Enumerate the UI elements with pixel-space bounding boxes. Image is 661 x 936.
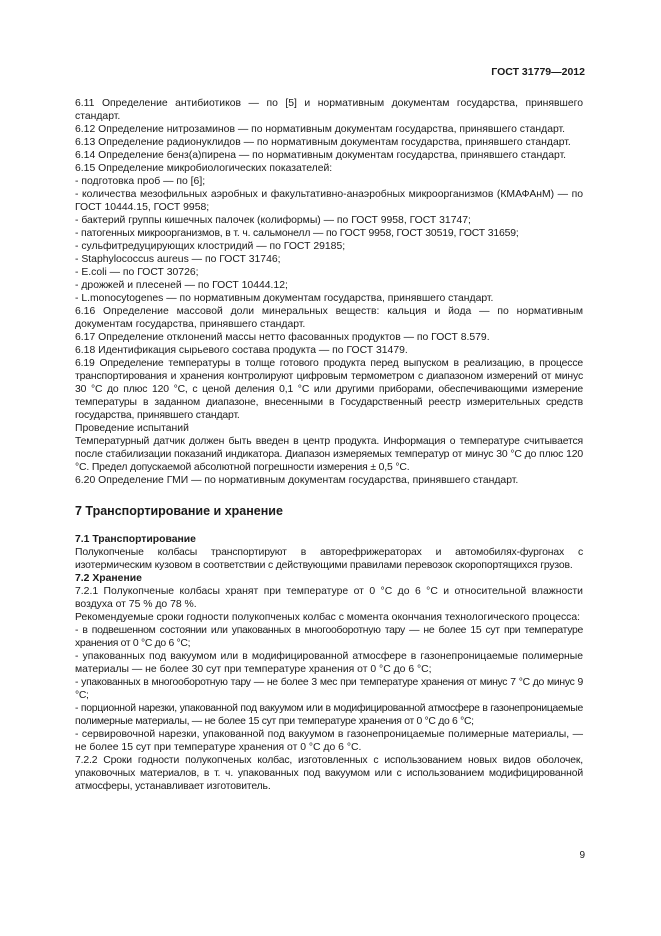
paragraph-6-15: 6.15 Определение микробиологических показателей: [75, 163, 333, 174]
subsection-7-2-title: 7.2 Хранение [75, 573, 142, 584]
paragraph-6-13: 6.13 Определение радионуклидов — по нормативным документам государства, принявшего стандарт. [75, 137, 571, 148]
subsection-7-1-title: 7.1 Транспортирование [75, 534, 196, 545]
list-item: - упакованных под вакуумом или в модифицированной атмосфере в газонепроницаемые полимерные материалы — не более 30 сут при температуре хранения от 0 °С до 6 °С; [75, 651, 583, 675]
list-item: - упакованных в многооборотную тару — не более 3 мес при температуре хранения от минус 7 °С до минус 9 °С; [75, 677, 583, 701]
list-item: - дрожжей и плесеней — по ГОСТ 10444.12; [75, 280, 288, 291]
paragraph-6-16: 6.16 Определение массовой доли минеральных веществ: кальция и йода — по нормативным документам государства, принявшего стандарт. [75, 306, 583, 330]
paragraph-6-12: 6.12 Определение нитрозаминов — по нормативным документам государства, принявшего стандарт. [75, 124, 566, 135]
list-item: - E.coli — по ГОСТ 30726; [75, 267, 199, 278]
section-6-items [75, 97, 583, 487]
list-item: - подготовка проб — по [6]; [75, 176, 206, 187]
section-7-title: 7 Транспортирование и хранение [75, 504, 283, 518]
paragraph-6-14: 6.14 Определение бенз(а)пирена — по нормативным документам государства, принявшего стандарт. [75, 150, 567, 161]
subheading-testing: Проведение испытаний [75, 423, 189, 434]
paragraph-shelf-life: Рекомендуемые сроки годности полукопченых колбас с момента окончания технологического процесса: [75, 612, 581, 623]
paragraph-6-11: 6.11 Определение антибиотиков — по [5] и нормативным документам государства, принявшего стандарт. [75, 98, 583, 122]
list-item: - L.monocytogenes — по нормативным документам государства, принявшего стандарт. [75, 293, 494, 304]
paragraph-testing: Температурный датчик должен быть введен в центр продукта. Информация о температуре считывается после стабилизации показаний индикатора. Диапазон измеряемых температур от минус 30 °С до плюс 120 °С. Предел допускаемой абсолютной погрешности измерения ± 0,5 °С. [75, 436, 583, 473]
paragraph-7-1: Полукопченые колбасы транспортируют в авторефрижераторах и автомобилях-фургонах с изотермическим кузовом в соответствии с действующими правилами перевозок скоропортящихся грузов. [75, 547, 583, 571]
list-item: - количества мезофильных аэробных и факультативно-анаэробных микроорганизмов (КМАФАнМ) — по ГОСТ 10444.15, ГОСТ 9958; [75, 189, 583, 213]
page-number: 9 [579, 850, 585, 861]
list-item: - порционной нарезки, упакованной под вакуумом или в модифицированной атмосфере в газонепроницаемые полимерные материалы, — не более 15 сут при температуре хранения от 0 °С до 6 °С; [75, 703, 583, 727]
paragraph-6-19: 6.19 Определение температуры в толще готового продукта перед выпуском в реализацию, в процессе транспортирования и хранения контролируют цифровым термометром с диапазоном измерений от минус 30 °С до плюс 120 °С, с ценой деления 0,1 °С или другими приборами, обеспечивающими измерение температуры в заданном диапазоне, внесенными в Государственный реестр измерительных средств государства, принявшего стандарт. [75, 358, 583, 421]
list-item: - в подвешенном состоянии или упакованных в многооборотную тару — не более 15 сут при температуре хранения от 0 °С до 6 °С; [75, 625, 583, 649]
paragraph-6-17: 6.17 Определение отклонений массы нетто фасованных продуктов — по ГОСТ 8.579. [75, 332, 490, 343]
paragraph-6-18: 6.18 Идентификация сырьевого состава продукта — по ГОСТ 31479. [75, 345, 408, 356]
list-item: - сервировочной нарезки, упакованной под вакуумом в газонепроницаемые полимерные материалы, — не более 15 сут при температуре хранения от 0 °С до 6 °С. [75, 729, 583, 753]
page-body [75, 97, 583, 793]
paragraph-6-20: 6.20 Определение ГМИ — по нормативным документам государства, принявшего стандарт. [75, 475, 519, 486]
paragraph-7-2-1: 7.2.1 Полукопченые колбасы хранят при температуре от 0 °С до 6 °С и относительной влажности воздуха от 75 % до 78 %. [75, 586, 583, 610]
paragraph-7-2-2: 7.2.2 Сроки годности полукопченых колбас, изготовленных с использованием новых видов оболочек, упаковочных материалов, в т. ч. упакованных под вакуумом или с использованием модифицированной атмосферы, устанавливает изготовитель. [75, 755, 583, 792]
section-7-body [75, 533, 583, 793]
document-id: ГОСТ 31779—2012 [491, 66, 585, 78]
list-item: - патогенных микроорганизмов, в т. ч. сальмонелл — по ГОСТ 9958, ГОСТ 30519, ГОСТ 31659; [75, 228, 519, 239]
list-item: - сульфитредуцирующих клостридий — по ГОСТ 29185; [75, 241, 346, 252]
list-item: - Staphylococcus aureus — по ГОСТ 31746; [75, 254, 281, 265]
list-item: - бактерий группы кишечных палочек (колиформы) — по ГОСТ 9958, ГОСТ 31747; [75, 215, 471, 226]
